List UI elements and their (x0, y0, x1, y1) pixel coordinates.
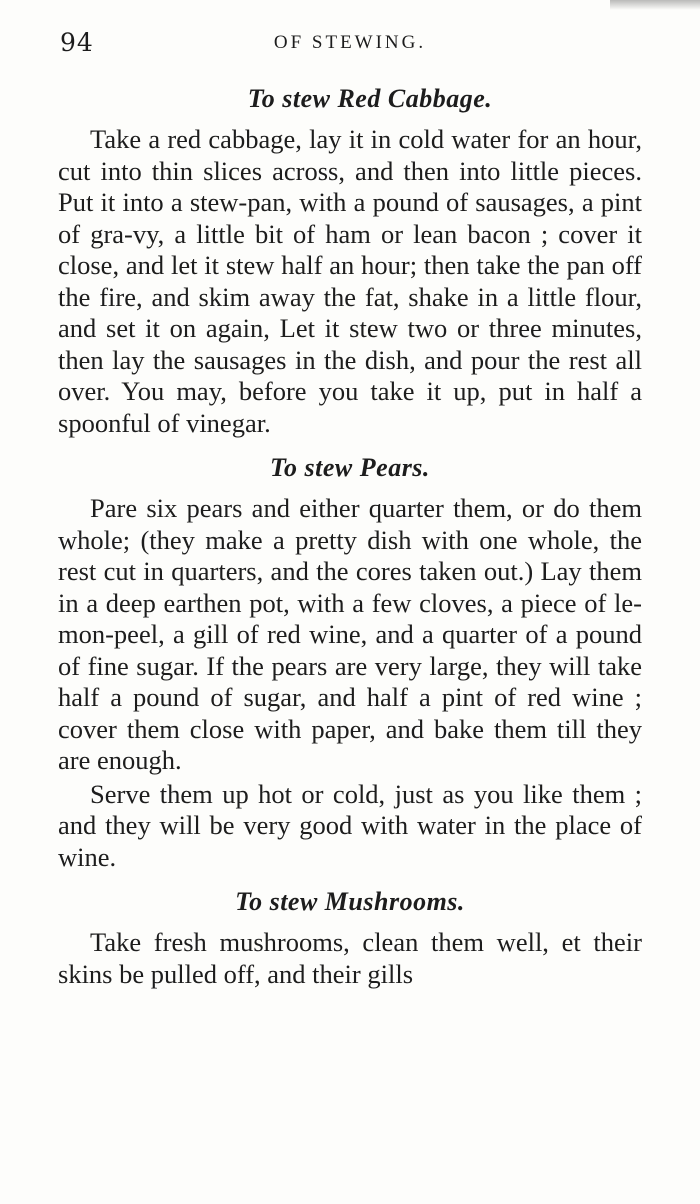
running-head: OF STEWING. (273, 32, 427, 53)
recipe-title: To stew Mushrooms. (235, 887, 465, 916)
page-header (58, 28, 642, 62)
recipe-pears (58, 449, 642, 873)
page-body (58, 80, 642, 990)
recipe-mushrooms (58, 883, 642, 990)
recipe-title: To stew Red Cabbage. (247, 84, 493, 113)
recipe-paragraph: Serve them up hot or cold, just as you like them ; and they will be very good with water in the place of wine. (58, 778, 642, 872)
recipe-paragraph: Pare six pears and either quarter them, or do them whole; (they make a pretty dish with one whole, the rest cut in quarters, and the cores taken out.) Lay them in a deep earthen pot, with a few cloves, a piece of le-mon-peel, a gill of red wine, and a quarter of a pound of fine sugar. If the pears are very large, they will take half a pound of sugar, and half a pint of red wine ; cover them close with paper, and bake them till they are enough. (58, 493, 642, 775)
recipe-title: To stew Pears. (270, 453, 430, 482)
page-number: 94 (60, 28, 94, 57)
recipe-paragraph: Take a red cabbage, lay it in cold water for an hour, cut into thin slices across, and then into little pieces. Put it into a stew-pan, with a pound of sausages, a pint of gra-vy, a little bit of ham or lean bacon ; cover it close, and let it stew half an hour; then take the pan off the fire, and skim away the fat, shake in a little flour, and set it on again, Let it stew two or three minutes, then lay the sausages in the dish, and pour the rest all over. You may, before you take it up, put in half a spoonful of vinegar. (58, 124, 642, 438)
recipe-paragraph: Take fresh mushrooms, clean them well, et their skins be pulled off, and their gills (58, 927, 642, 989)
recipe-red-cabbage (58, 80, 642, 439)
page-edge-shadow (610, 0, 700, 10)
